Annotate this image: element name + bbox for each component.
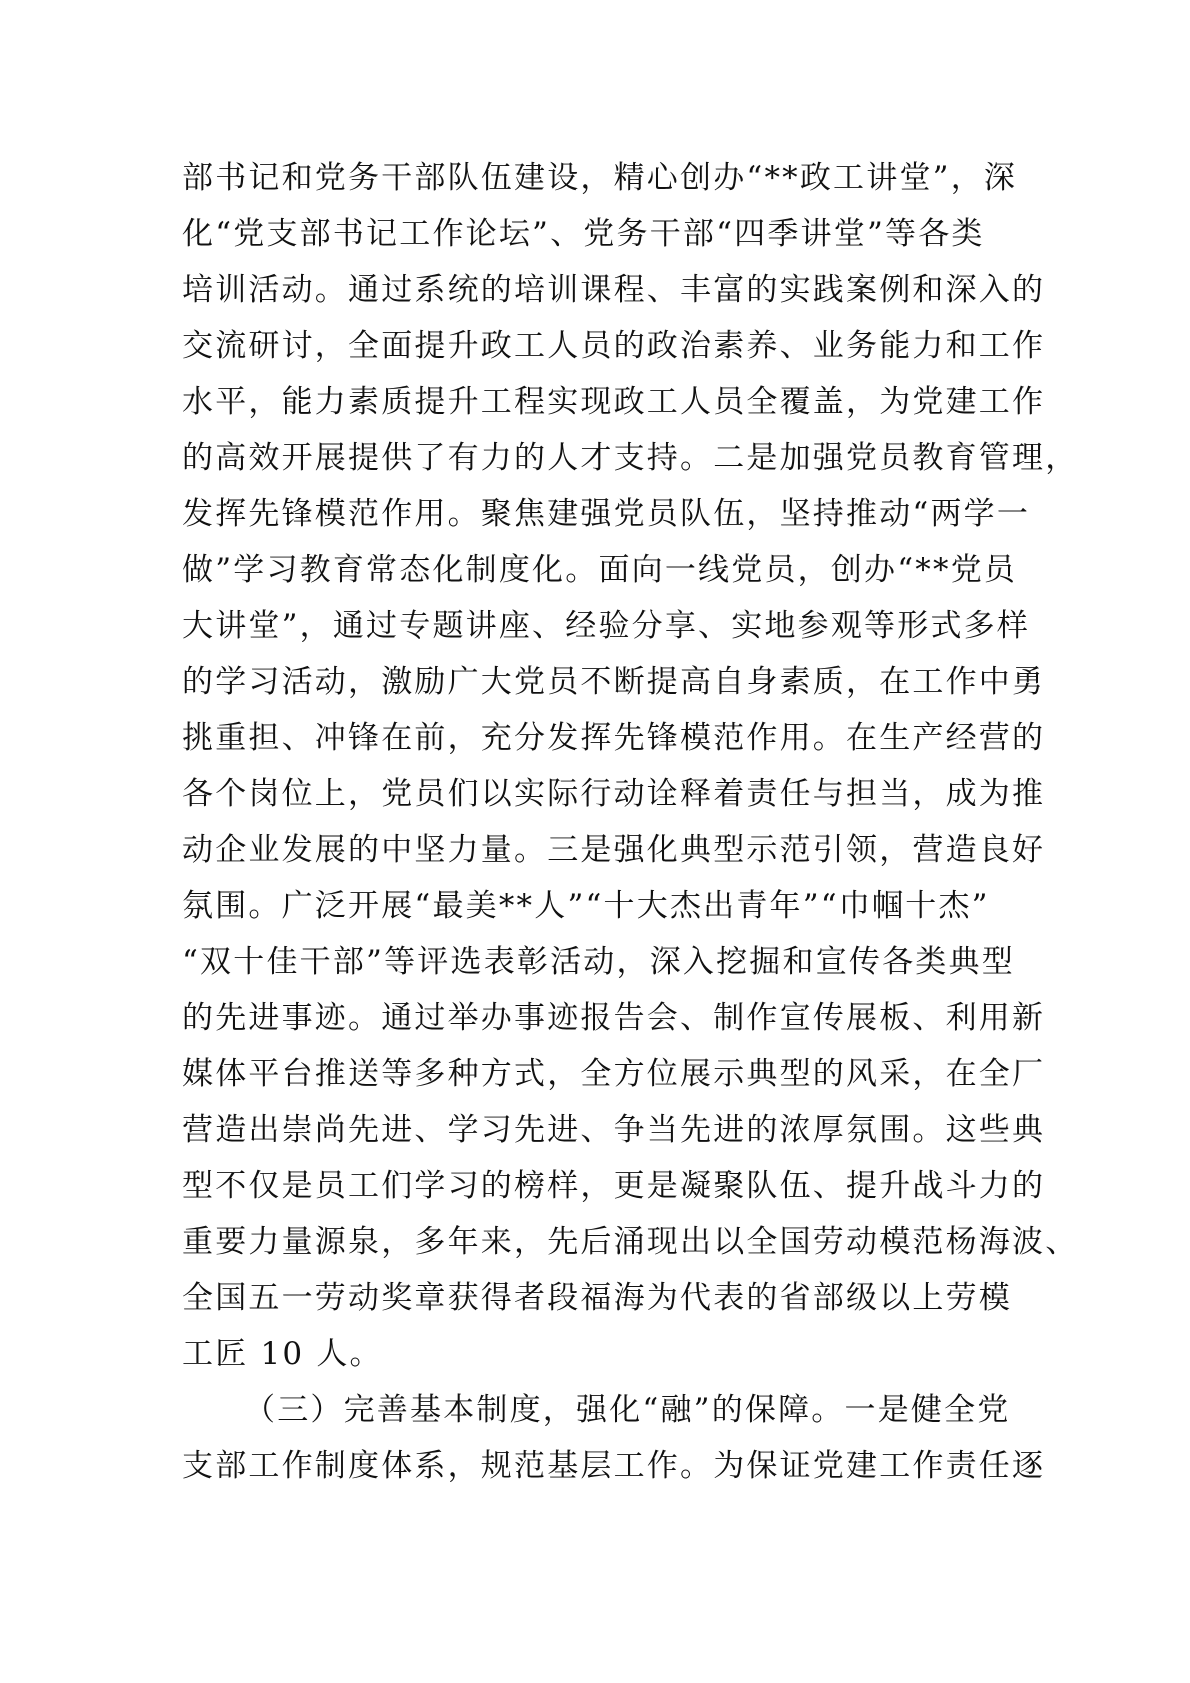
body-text — [182, 150, 1079, 1494]
text-line: 重要力量源泉，多年来，先后涌现出以全国劳动模范杨海波、 — [182, 1224, 1079, 1260]
text-line: 挑重担、冲锋在前，充分发挥先锋模范作用。在生产经营的 — [182, 720, 1046, 756]
text-line: 工匠 10 人。 — [182, 1336, 383, 1372]
text-line: 部书记和党务干部队伍建设，精心创办“**政工讲堂”，深 — [182, 160, 1018, 196]
text-line: 媒体平台推送等多种方式，全方位展示典型的风采，在全厂 — [182, 1056, 1046, 1092]
text-line: 做”学习教育常态化制度化。面向一线党员，创办“**党员 — [182, 552, 1018, 588]
text-line: 培训活动。通过系统的培训课程、丰富的实践案例和深入的 — [182, 272, 1046, 308]
text-line: 的先进事迹。通过举办事迹报告会、制作宣传展板、利用新 — [182, 1000, 1046, 1036]
text-line: 大讲堂”，通过专题讲座、经验分享、实地参观等形式多样 — [182, 608, 1031, 644]
text-line: 型不仅是员工们学习的榜样，更是凝聚队伍、提升战斗力的 — [182, 1168, 1046, 1204]
text-line: 发挥先锋模范作用。聚焦建强党员队伍，坚持推动“两学一 — [182, 496, 1031, 532]
text-line: 交流研讨，全面提升政工人员的政治素养、业务能力和工作 — [182, 328, 1046, 364]
section-heading-line: （三）完善基本制度，强化“融”的保障。一是健全党 — [244, 1392, 1011, 1428]
text-line: 水平，能力素质提升工程实现政工人员全覆盖，为党建工作 — [182, 384, 1046, 420]
text-line: 化“党支部书记工作论坛”、党务干部“四季讲堂”等各类 — [182, 216, 985, 252]
text-line: 的高效开展提供了有力的人才支持。二是加强党员教育管理， — [182, 440, 1079, 476]
text-line: 动企业发展的中坚力量。三是强化典型示范引领，营造良好 — [182, 832, 1046, 868]
text-line: “双十佳干部”等评选表彰活动，深入挖掘和宣传各类典型 — [182, 944, 1015, 980]
text-line: 氛围。广泛开展“最美**人”“十大杰出青年”“巾帼十杰” — [182, 888, 990, 924]
text-line: 支部工作制度体系，规范基层工作。为保证党建工作责任逐 — [182, 1448, 1046, 1484]
text-line: 营造出崇尚先进、学习先进、争当先进的浓厚氛围。这些典 — [182, 1112, 1046, 1148]
text-line: 全国五一劳动奖章获得者段福海为代表的省部级以上劳模 — [182, 1280, 1012, 1316]
text-line: 的学习活动，激励广大党员不断提高自身素质，在工作中勇 — [182, 664, 1046, 700]
text-line: 各个岗位上，党员们以实际行动诠释着责任与担当，成为推 — [182, 776, 1046, 812]
